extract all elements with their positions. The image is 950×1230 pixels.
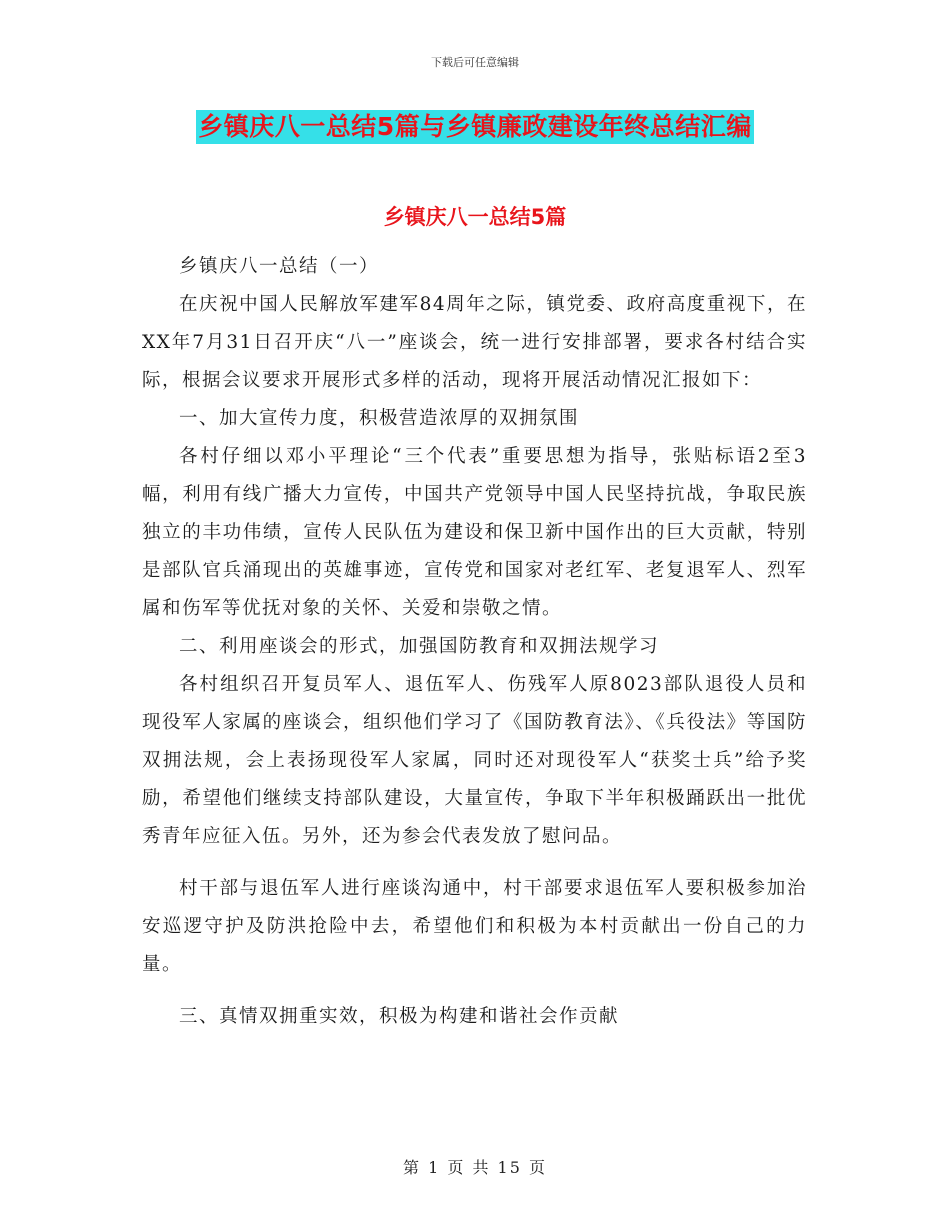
page-number: 第 1 页 共 15 页 [403, 1158, 547, 1177]
body-paragraph: 各村仔细以邓小平理论“三个代表”重要思想为指导，张贴标语2至3幅，利用有线广播大力宣传，中国共产党领导中国人民坚持抗战，争取民族独立的丰功伟绩，宣传人民队伍为建设和保卫新中国作出的巨大贡献，特别是部队官兵涌现出的英雄事迹，宣传党和国家对老红军、老复退军人、烈军属和伤军等优抚对象的关怀、关爱和崇敬之情。 [142, 446, 807, 619]
subsection-heading: 二、利用座谈会的形式，加强国防教育和双拥法规学习 [179, 636, 660, 657]
subsection-heading: 三、真情双拥重实效，积极为构建和谐社会作贡献 [179, 1006, 620, 1027]
body-paragraph: 各村组织召开复员军人、退伍军人、伤残军人原8023部队退役人员和现役军人家属的座谈会，组织他们学习了《国防教育法》、《兵役法》等国防双拥法规，会上表扬现役军人家属，同时还对现役军人“获奖士兵”给予奖励，希望他们继续支持部队建设，大量宣传，争取下半年积极踊跃出一批优秀青年应征入伍。另外，还为参会代表发放了慰问品。 [142, 674, 807, 847]
header-note: 下载后可任意编辑 [431, 56, 519, 69]
document-title-container [0, 110, 950, 144]
subsection-heading: 乡镇庆八一总结（一） [179, 256, 380, 277]
body-paragraph: 村干部与退伍军人进行座谈沟通中，村干部要求退伍军人要积极参加治安巡逻守护及防洪抢险中去，希望他们和积极为本村贡献出一份自己的力量。 [142, 878, 807, 975]
document-title: 乡镇庆八一总结5篇与乡镇廉政建设年终总结汇编 [196, 110, 753, 144]
subsection-heading: 一、加大宣传力度，积极营造浓厚的双拥氛围 [179, 408, 580, 429]
document-body [142, 248, 807, 1036]
section-title: 乡镇庆八一总结5篇 [383, 205, 567, 229]
body-paragraph: 在庆祝中国人民解放军建军84周年之际，镇党委、政府高度重视下，在XX年7月31日召开庆“八一”座谈会，统一进行安排部署，要求各村结合实际，根据会议要求开展形式多样的活动，现将开展活动情况汇报如下： [142, 294, 807, 391]
